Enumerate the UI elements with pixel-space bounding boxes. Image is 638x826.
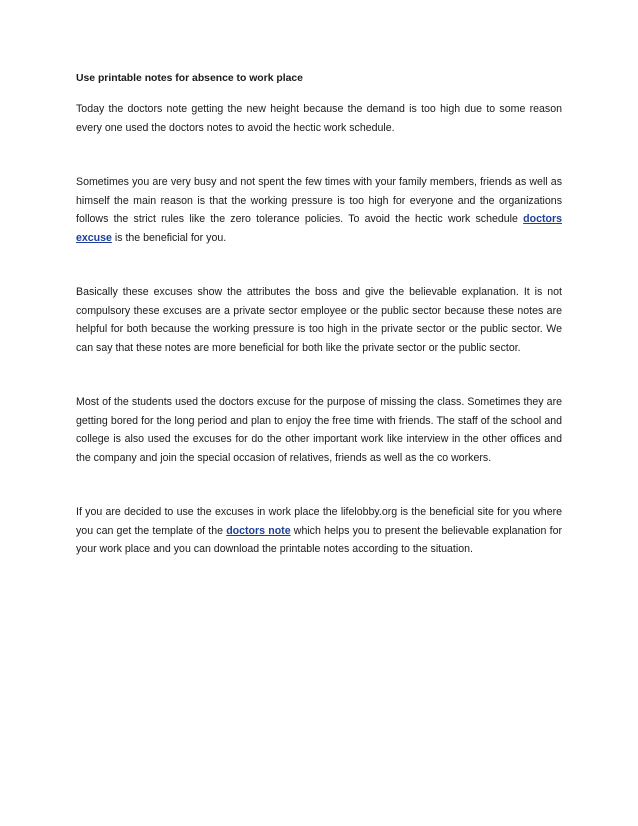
doctors-excuse-link[interactable]: doctors excuse <box>76 213 562 244</box>
paragraph-3: Basically these excuses show the attributes the boss and give the believable explanation. It is not compulsory these excuses are a private sector employee or the public sector because these notes are helpful for both because the working pressure is too high in the private sector or the public sector. We can say that these notes are more beneficial for both like the private sector or the public sector. <box>76 286 562 354</box>
document-title: Use printable notes for absence to work place <box>76 73 303 84</box>
paragraph-2-text-before: Sometimes you are very busy and not spent the few times with your family members, friends as well as himself the main reason is that the working pressure is too high for everyone and the organizations follows the strict rules like the zero tolerance policies. To avoid the hectic work schedule <box>76 176 562 225</box>
paragraph-4: Most of the students used the doctors excuse for the purpose of missing the class. Sometimes they are getting bored for the long period and plan to enjoy the free time with friends. The staff of the school and college is also used the excuses for do the other important work like interview in the other offices and the company and join the special occasion of relatives, friends as well as the co workers. <box>76 396 562 464</box>
paragraph-1: Today the doctors note getting the new height because the demand is too high due to some reason every one used the doctors notes to avoid the hectic work schedule. <box>76 103 562 134</box>
paragraph-2 <box>76 173 562 247</box>
document-body <box>76 70 562 595</box>
paragraph-5-text-before: If you are decided to use the excuses in work place the lifelobby.org is the beneficial site for you where you can get the template of the <box>76 506 562 537</box>
doctors-note-link[interactable]: doctors note <box>226 524 291 537</box>
paragraph-2-text-after: is the beneficial for you. <box>111 231 227 244</box>
paragraph-5-text-after: which helps you to present the believable explanation for your work place and you can download the printable notes according to the situation. <box>76 524 562 555</box>
paragraph-5 <box>76 503 562 559</box>
